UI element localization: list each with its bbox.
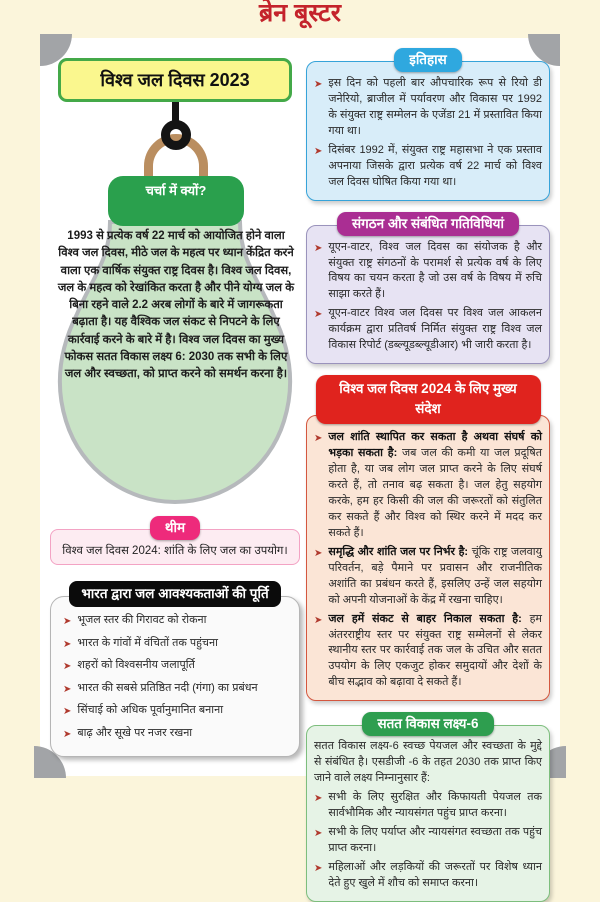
list-item: ➤ बाढ़ और सूखे पर नजर रखना [63,726,291,744]
list-item: ➤ सभी के लिए सुरक्षित और किफायती पेयजल तक सार्वभौमिक और न्यायसंगत पहुंच प्राप्त करना। [314,790,542,822]
list-item: ➤ सिंचाई को अधिक पूर्वानुमानित बनाना [63,703,291,721]
arrow-bullet-icon: ➤ [314,793,323,805]
arrow-bullet-icon: ➤ [314,614,323,626]
india-water-needs-header: भारत द्वारा जल आवश्यकताओं की पूर्ति [69,581,280,607]
bulb-illustration [50,102,300,516]
arrow-bullet-icon: ➤ [314,862,323,874]
list-item: ➤ दिसंबर 1992 में, संयुक्त राष्ट्र महासभा ने एक प्रस्ताव अपनाया जिसके द्वारा प्रत्येक वर्ष 22 मार्च को विश्व जल दिवस घोषित किया गया था। [314,143,542,191]
theme-section [50,516,300,565]
arrow-bullet-icon: ➤ [314,145,323,157]
arrow-bullet-icon: ➤ [63,616,72,627]
arrow-bullet-icon: ➤ [63,661,72,672]
history-section [306,48,550,201]
hanging-ring-icon [161,120,191,150]
list-item: ➤ भूजल स्तर की गिरावट को रोकना [63,613,291,631]
list-item: ➤ भारत के गांवों में वंचितों तक पहुंचना [63,636,291,654]
arrow-bullet-icon: ➤ [63,706,72,717]
list-item: ➤ यूएन-वाटर, विश्व जल दिवस का संयोजक है और संयुक्त राष्ट्र संगठनों के परामर्श से प्रत्येक वर्ष के लिए विषय का चयन करता है जो उस वर्ष के विषय में रुचि साझा करते हैं। [314,240,542,304]
india-water-needs-box [50,596,300,757]
list-item: ➤ जल शांति स्थापित कर सकता है अथवा संघर्ष को भड़का सकता है: जब जल की कमी या जल प्रदूषित होता है, या जब लोग जल प्राप्त करने के लिए संघर्ष करते हैं, तो तनाव बढ़ सकता है। जल हेतु सहयोग करके, हम हर किसी की जल की जरूरतों को संतुलित कर सकते हैं और विश्व को स्थिर करने में मदद कर सकते हैं। [314,430,542,542]
arrow-bullet-icon: ➤ [314,547,323,559]
list-item: ➤ भारत की सबसे प्रतिष्ठित नदी (गंगा) का प्रबंधन [63,681,291,699]
world-water-day-banner: विश्व जल दिवस 2023 [58,58,292,102]
arrow-bullet-icon: ➤ [63,683,72,695]
theme-text: विश्व जल दिवस 2024: शांति के लिए जल का उपयोग। [50,529,300,565]
sdg6-intro-text: सतत विकास लक्ष्य-6 स्वच्छ पेयजल और स्वच्छता के मुद्दे से संबंधित है। एसडीजी -6 के तहत 2030 तक प्राप्त किए जाने वाले लक्ष्य निम्नानुसार हैं: [314,740,542,785]
arrow-bullet-icon: ➤ [314,309,323,321]
page-title: ब्रेन बूस्टर [259,0,341,27]
sdg6-header: सतत विकास लक्ष्य-6 [362,712,493,736]
why-in-news-text: 1993 से प्रत्येक वर्ष 22 मार्च को आयोजित होने वाला विश्व जल दिवस, मीठे जल के महत्व पर ध्यान केंद्रित करने वाला एक वार्षिक संयुक्त राष्ट्र दिवस है। विश्व जल दिवस, जल के महत्व को रेखांकित करता है और पीने योग्य जल के बिना रहने वाले 2.2 अरब लोगों के बारे में जागरूकता बढ़ाता है। यह वैश्विक जल संकट से निपटने के लिए कार्रवाई करने के बारे में है। विश्व जल दिवस का मुख्य फोकस सतत विकास लक्ष्य 6: 2030 तक सभी के लिए जल और स्वच्छता, को प्राप्त करने को समर्थन करना है। [57,230,295,380]
sdg6-box [306,725,550,901]
list-item: ➤ सभी के लिए पर्याप्त और न्यायसंगत स्वच्छता तक पहुंच प्राप्त करना। [314,825,542,857]
left-column [50,48,300,776]
sdg6-section [306,712,550,901]
organization-header: संगठन और संबंधित गतिविधियां [337,212,519,236]
right-column [306,48,550,889]
arrow-bullet-icon: ➤ [63,728,72,740]
arrow-bullet-icon: ➤ [314,242,323,254]
key-messages-box [306,415,550,701]
list-item: ➤ शहरों को विश्वसनीय जलापूर्ति [63,658,291,676]
arrow-bullet-icon: ➤ [314,433,323,445]
key-messages-section [306,375,550,701]
india-water-needs-section [50,581,300,757]
history-header: इतिहास [394,48,462,72]
content-panel [40,38,560,889]
organization-section [306,212,550,365]
arrow-bullet-icon: ➤ [314,827,323,839]
bulb-cap-why-in-news: चर्चा में क्यों? [108,176,244,226]
theme-header: थीम [150,516,200,540]
list-item: ➤ जल हमें संकट से बाहर निकाल सकता है: हम अंतरराष्ट्रीय स्तर पर संयुक्त राष्ट्र सम्मेलनों से लेकर स्थानीय स्तर पर कार्रवाई तक जल के उचित और सतत उपयोग के लिए एकजुट होकर समुदायों और देशों के बीच सद्भाव को बढ़ावा दे सकते हैं। [314,612,542,692]
list-item: ➤ यूएन-वाटर विश्व जल दिवस पर विश्व जल आकलन कार्यक्रम द्वारा प्रतिवर्ष निर्मित संयुक्त राष्ट्र विश्व जल विकास रिपोर्ट (डब्ल्यूडब्ल्यूडीआर) भी जारी करता है। [314,306,542,354]
key-messages-header: विश्व जल दिवस 2024 के लिए मुख्य संदेश [316,375,541,424]
organization-box [306,225,550,365]
history-box [306,61,550,201]
arrow-bullet-icon: ➤ [314,79,323,90]
list-item: ➤ समृद्धि और शांति जल पर निर्भर है: चूंकि राष्ट्र जलवायु परिवर्तन, बड़े पैमाने पर प्रवासन और राजनीतिक अशांति का प्रबंधन करते हैं, इसलिए उन्हें जल सहयोग को अपनी योजनाओं के केंद्र में रखना चाहिए। [314,545,542,609]
arrow-bullet-icon: ➤ [63,638,72,650]
list-item: ➤ महिलाओं और लड़कियों की जरूरतों पर विशेष ध्यान देते हुए खुले में शौच को समाप्त करना। [314,860,542,892]
list-item: ➤ इस दिन को पहली बार औपचारिक रूप से रियो डी जनेरियो, ब्राजील में पर्यावरण और विकास पर 1992 के संयुक्त राष्ट्र सम्मेलन के एजेंडा 21 में प्रस्तावित किया गया था। [314,76,542,140]
